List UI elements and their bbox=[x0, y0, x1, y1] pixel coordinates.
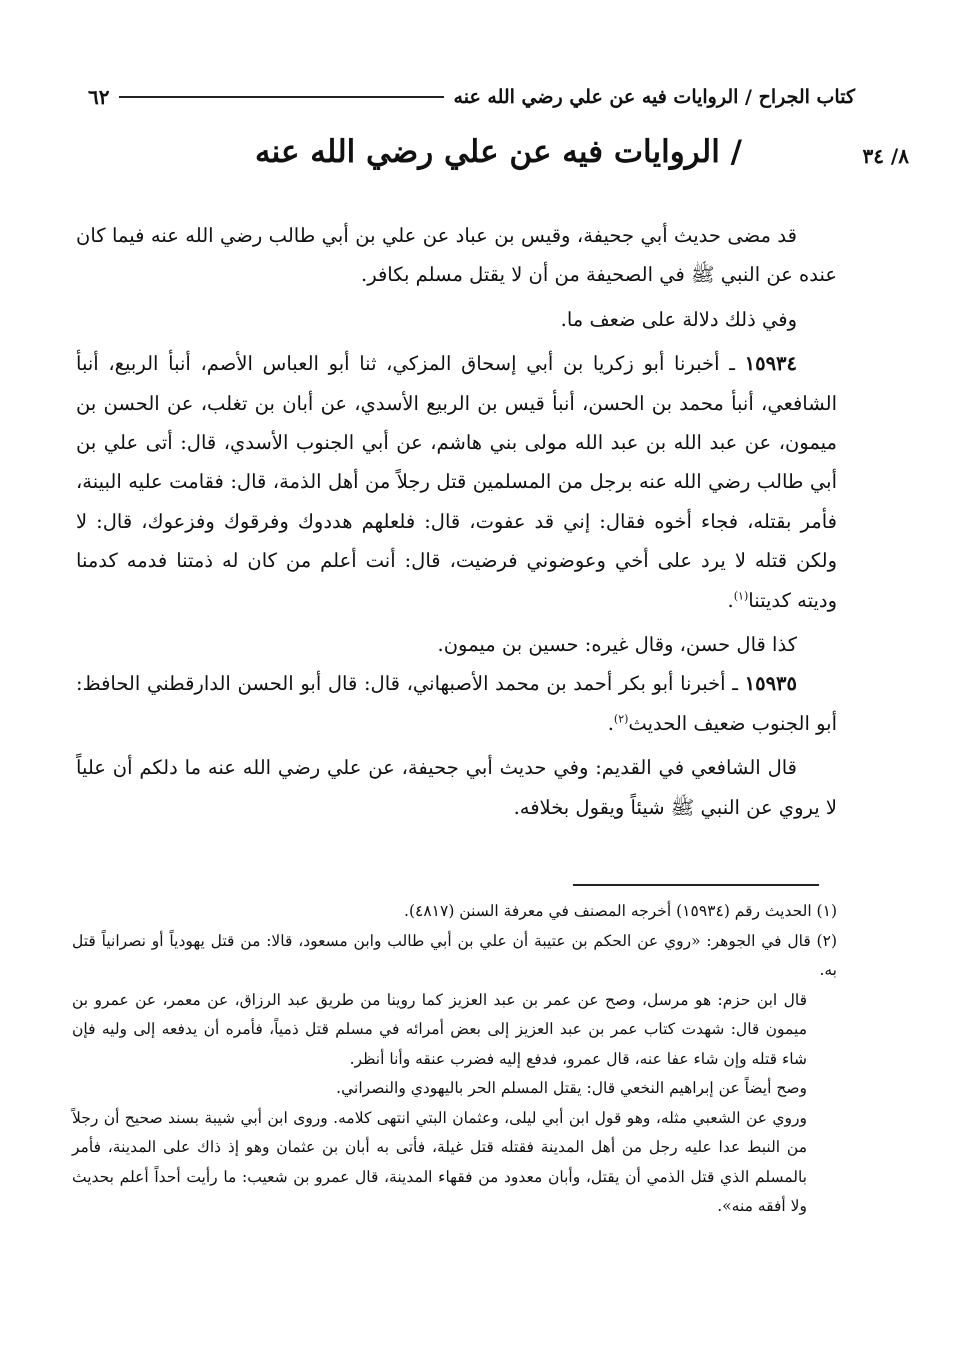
running-title: كتاب الجراح / الروايات فيه عن علي رضي الله عنه bbox=[453, 86, 855, 108]
page-number: ٦٢ bbox=[88, 85, 110, 109]
running-header bbox=[88, 80, 855, 114]
paragraph: كذا قال حسن، وقال غيره: حسين بن ميمون. bbox=[437, 633, 797, 657]
hadith-number: ١٥٩٣٤ bbox=[744, 352, 797, 376]
footnote-1: (١) الحديث رقم (١٥٩٣٤) أخرجه المصنف في معرفة السنن (٤٨١٧). bbox=[404, 902, 837, 920]
footnote-2-paragraph: وروي عن الشعبي مثله، وهو قول ابن أبي ليلى، وعثمان البتي انتهى كلامه. وروى ابن أبي شيبة بسند صحيح أن رجلاً من النبط عدا عليه رجل من أهل المدينة فقتله قتل غيلة، فأتى به أبان بن عثمان وهو إذ ذاك على المدينة، فأمر بالمسلم الذي قتل الذمي أن يقتل، وأبان معدود من فقهاء المدينة، قال عمرو بن شعيب: ما رأيت أحداً أعلم بحديث ولا أفقه منه». bbox=[72, 1108, 807, 1215]
footnote-2: (٢) قال في الجوهر: «روي عن الحكم بن عتيبة أن علي بن أبي طالب وابن مسعود، قالا: من قتل يهودياً أو نصرانياً قتل به. bbox=[72, 931, 837, 979]
paragraph: قال الشافعي في القديم: وفي حديث أبي جحيفة، عن علي رضي الله عنه ما دلكم أن علياً لا يروي عن النبي ﷺ شيئاً ويقول بخلافه. bbox=[76, 756, 837, 819]
paragraph: قد مضى حديث أبي جحيفة، وقيس بن عباد عن علي بن أبي طالب رضي الله عنه فيما كان عنده عن النبي ﷺ في الصحيفة من أن لا يقتل مسلم بكافر. bbox=[76, 224, 837, 287]
hadith-text: ـ أخبرنا أبو زكريا بن أبي إسحاق المزكي، ثنا أبو العباس الأصم، أنبأ الربيع، أنبأ الشافعي، أنبأ محمد بن الحسن، أنبأ قيس بن الربيع الأسدي، عن أبان بن تغلب، عن الحسن بن ميمون، عن عبد الله بن عبد الله مولى بني هاشم، عن أبي الجنوب الأسدي، قال: أتى علي بن أبي طالب رضي الله عنه برجل من المسلمين قتل رجلاً من أهل الذمة، قال: فقامت عليه البينة، فأمر بقتله، فجاء أخوه فقال: إني قد عفوت، قال: فلعلهم هددوك وفرقوك وفزعوك، قال: لا ولكن قتله لا يرد على أخي وعوضوني فرضيت، قال: أنت أعلم من كان له ذمتنا فدمه كدمنا وديته كديتنا bbox=[76, 352, 837, 612]
section-title: / الروايات فيه عن علي رضي الله عنه bbox=[255, 134, 742, 170]
hadith-entry bbox=[76, 664, 837, 743]
footnote-2-paragraph: قال ابن حزم: هو مرسل، وصح عن عمر بن عبد العزيز كما روينا من طريق عبد الرزاق، عن معمر، عن عمرو بن ميمون قال: شهدت كتاب عمر بن عبد العزيز إلى بعض أمرائه في مسلم قتل ذمياً، فأمره أن يدفعه إلى وليه فإن شاء قتله وإن شاء عفا عنه، قال عمرو، فدفع إليه فضرب عنقه وأنا أنظر. bbox=[72, 990, 807, 1068]
hadith-text: ـ أخبرنا أبو بكر أحمد بن محمد الأصبهاني، قال: قال أبو الحسن الدارقطني الحافظ: أبو الجنوب ضعيف الحديث bbox=[76, 672, 837, 735]
hadith-number: ١٥٩٣٥ bbox=[744, 672, 797, 696]
hadith-entry bbox=[76, 344, 837, 620]
paragraph: وفي ذلك دلالة على ضعف ما. bbox=[560, 307, 797, 331]
header-rule bbox=[119, 96, 443, 98]
footnotes bbox=[72, 897, 837, 1222]
main-text bbox=[76, 216, 837, 827]
footnote-marker[interactable]: (١) bbox=[733, 589, 749, 603]
footnote-marker[interactable]: (٢) bbox=[613, 712, 629, 726]
footnote-separator bbox=[573, 884, 819, 886]
margin-reference: ٨/ ٣٤ bbox=[862, 144, 909, 168]
footnote-2-paragraph: وصح أيضاً عن إبراهيم النخعي قال: يقتل المسلم الحر باليهودي والنصراني. bbox=[336, 1079, 807, 1097]
hadith-end: . bbox=[607, 711, 614, 735]
hadith-end: . bbox=[727, 588, 734, 612]
